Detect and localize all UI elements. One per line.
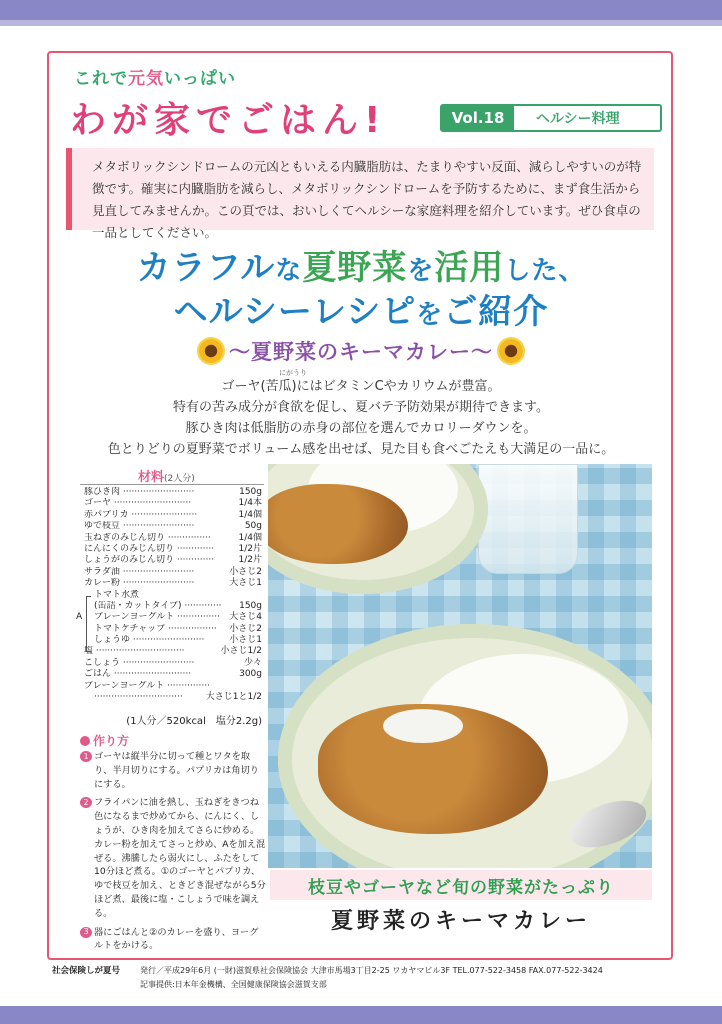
ingredient-row bbox=[84, 498, 262, 509]
subtitle-highlight: 元気 bbox=[128, 69, 164, 89]
lead-text bbox=[0, 376, 722, 460]
headline-word: カラフル bbox=[136, 248, 276, 288]
ingredient-name: 赤パプリカ ······················· bbox=[84, 509, 198, 520]
ingredient-row bbox=[84, 669, 262, 680]
ingredient-qty: 1/2片 bbox=[238, 543, 262, 554]
ingredient-name: カレー粉 ························· bbox=[84, 578, 195, 589]
method-step bbox=[80, 750, 266, 791]
recipe-subheading-text: 〜夏野菜のキーマカレー〜 bbox=[229, 340, 493, 364]
ingredient-row bbox=[84, 601, 262, 612]
nutrition-info: (1人分／520kcal 塩分2.2g) bbox=[126, 716, 262, 727]
ingredient-row bbox=[84, 624, 262, 635]
subtitle-part: これで bbox=[74, 69, 128, 89]
lead-line: 豚ひき肉は低脂肪の赤身の部位を選んでカロリーダウンを。 bbox=[185, 421, 537, 436]
method-steps bbox=[80, 750, 266, 958]
ingredient-qty: 少々 bbox=[243, 657, 262, 668]
ingredient-row bbox=[84, 658, 262, 669]
step-number-icon: 3 bbox=[80, 927, 92, 938]
sunflower-icon bbox=[499, 339, 523, 363]
bottom-band bbox=[0, 1006, 722, 1024]
ingredient-name: 豚ひき肉 ························· bbox=[84, 487, 195, 497]
headline-word: 活用 bbox=[434, 248, 505, 288]
ingredient-qty bbox=[260, 681, 262, 692]
ingredient-qty: 1/2片 bbox=[238, 555, 262, 566]
lead-line: ゴーヤ(苦瓜)にはビタミンCやカリウムが豊富。 bbox=[221, 379, 501, 394]
ingredient-row bbox=[84, 510, 262, 521]
furigana: にがうり bbox=[279, 369, 307, 377]
group-a-label: A bbox=[76, 612, 83, 622]
ingredient-qty: 小さじ2 bbox=[229, 566, 262, 577]
water-glass bbox=[478, 464, 578, 574]
ingredient-name: にんにくのみじん切り ············· bbox=[84, 543, 215, 554]
ingredient-name: 塩 ······························· bbox=[84, 646, 185, 657]
category-label: ヘルシー料理 bbox=[536, 111, 620, 127]
ingredient-row bbox=[84, 544, 262, 555]
group-a-bracket bbox=[86, 596, 91, 652]
ingredient-qty: 300g bbox=[239, 669, 262, 680]
ingredient-row bbox=[84, 612, 262, 623]
ingredient-qty: 1/4個 bbox=[238, 509, 262, 520]
sunflower-icon bbox=[199, 339, 223, 363]
ingredient-row bbox=[84, 533, 262, 544]
volume-badge bbox=[440, 104, 662, 132]
publisher-info: 発行／平成29年6月 (一財)滋賀県社会保険協会 大津市馬場3丁目2-25 ワカヤマビル3F TEL.077-522-3458 FAX.077-522-3424 bbox=[140, 966, 603, 975]
ingredient-name: ゆで枝豆 ························· bbox=[84, 521, 195, 532]
series-subtitle bbox=[74, 64, 236, 89]
ingredient-qty: 150g bbox=[239, 487, 262, 497]
ingredient-qty: 小さじ1 bbox=[229, 635, 262, 646]
ingredient-name: こしょう ························· bbox=[84, 657, 195, 668]
ingredient-name: (缶詰・カットタイプ) ············· bbox=[94, 600, 222, 611]
recipe-subheading bbox=[0, 336, 722, 366]
ingredient-name: トマト水煮 bbox=[94, 589, 140, 600]
ingredient-row bbox=[84, 487, 262, 498]
top-band-accent bbox=[0, 20, 722, 26]
lead-line: 特有の苦み成分が食欲を促し、夏バテ予防効果が期待できます。 bbox=[173, 400, 549, 415]
ingredient-qty: 1/4本 bbox=[238, 498, 262, 509]
ingredients-list bbox=[84, 487, 262, 703]
headline-particle: を bbox=[416, 300, 444, 330]
ingredients-servings: (2人分) bbox=[164, 474, 195, 484]
headline-particle: な bbox=[275, 256, 303, 286]
bullet-icon bbox=[80, 736, 90, 746]
ingredient-qty: 大さじ4 bbox=[229, 612, 262, 623]
page-title: わが家でごはん! bbox=[70, 100, 387, 141]
ingredient-qty: 小さじ2 bbox=[229, 623, 262, 634]
publication-name: 社会保険しが夏号 bbox=[52, 966, 121, 976]
footer bbox=[52, 964, 692, 991]
method-step bbox=[80, 796, 266, 920]
ingredient-name: サラダ油 ························· bbox=[84, 566, 195, 577]
ingredient-name: ······························· bbox=[94, 692, 183, 703]
ingredient-qty: 小さじ1/2 bbox=[220, 646, 262, 657]
ingredient-row bbox=[84, 555, 262, 566]
ingredient-row bbox=[84, 692, 262, 703]
top-band bbox=[0, 0, 722, 20]
subtitle-part: いっぱい bbox=[164, 69, 236, 89]
headline-particle: した、 bbox=[504, 256, 586, 286]
headline-line-2 bbox=[0, 284, 722, 333]
method-title bbox=[80, 732, 129, 749]
headline-word: ヘルシーレシピ bbox=[173, 292, 417, 332]
ingredient-row bbox=[84, 681, 262, 692]
headline-line-1 bbox=[0, 240, 722, 289]
ingredient-row bbox=[84, 590, 262, 601]
ingredients-title bbox=[138, 466, 195, 485]
footer-line-2: 記事提供:日本年金機構、全国健康保険協会滋賀支部 bbox=[140, 980, 327, 989]
ingredient-qty: 大さじ1 bbox=[229, 578, 262, 589]
dish-name: 夏野菜のキーマカレー bbox=[330, 908, 591, 934]
headline-word: ご紹介 bbox=[443, 292, 549, 332]
ingredient-name: ごはん ··························· bbox=[84, 669, 192, 680]
intro-box: メタボリックシンドロームの元凶ともいえる内臓脂肪は、たまりやすい反面、減らしやすいのが特徴です。確実に内臓脂肪を減らし、メタボリックシンドロームを予防するために、まず食生活から見直してみませんか。この頁では、おいしくてヘルシーな家庭料理を紹介しています。ぜひ食卓の一品としてください。 bbox=[66, 148, 654, 230]
volume-number: Vol.18 bbox=[442, 106, 514, 130]
ingredients-title-text: 材料 bbox=[138, 470, 165, 485]
footer-line-1 bbox=[52, 964, 692, 978]
method-title-text: 作り方 bbox=[93, 734, 130, 748]
ingredient-row bbox=[84, 567, 262, 578]
photo-caption: 枝豆やゴーヤなど旬の野菜がたっぷり bbox=[270, 870, 652, 900]
ingredient-qty: 50g bbox=[244, 521, 262, 532]
yogurt-topping bbox=[383, 709, 463, 743]
step-text: 器にごはんと②のカレーを盛り、ヨーグルトをかける。 bbox=[94, 926, 259, 952]
step-number-icon: 2 bbox=[80, 797, 92, 808]
step-text: フライパンに油を熱し、玉ねぎをきつね色になるまで炒めてから、にんにく、しょうが、ひき肉を加えてさらに炒める。カレー粉を加えてさっと炒め、Aを加え混ぜる。沸騰したら弱火にし、ふたをして10分ほど煮る。①のゴーヤとパプリカ、ゆで枝豆を加え、ときどき混ぜながら5分ほど煮、最後に塩・こしょうで味を調える。 bbox=[94, 797, 266, 919]
ingredient-name: プレーンヨーグルト ··············· bbox=[84, 680, 210, 691]
step-number-icon: 1 bbox=[80, 751, 92, 762]
ingredient-qty bbox=[260, 590, 262, 601]
headline-word: 夏野菜 bbox=[302, 248, 408, 288]
ingredient-qty: 大さじ1と1/2 bbox=[205, 692, 262, 703]
headline-particle: を bbox=[407, 256, 435, 286]
ingredient-qty: 150g bbox=[239, 600, 262, 611]
ingredients-divider bbox=[80, 484, 264, 485]
ingredient-row bbox=[84, 521, 262, 532]
ingredient-row bbox=[84, 635, 262, 646]
ingredient-name: トマトケチャップ ················· bbox=[94, 623, 217, 634]
step-text: ゴーヤは縦半分に切って種とワタを取り、半月切りにする。パプリカは角切りにする。 bbox=[94, 751, 259, 790]
ingredient-name: プレーンヨーグルト ··············· bbox=[94, 612, 220, 623]
ingredient-row bbox=[84, 578, 262, 589]
lead-line: 色とりどりの夏野菜でボリューム感を出せば、見た目も食べごたえも大満足の一品に。 bbox=[107, 442, 615, 457]
dish-photo bbox=[268, 464, 652, 868]
ingredient-row bbox=[84, 646, 262, 657]
ingredient-name: しょうゆ ························· bbox=[94, 635, 205, 646]
ingredient-qty: 1/4個 bbox=[238, 532, 262, 543]
ingredient-name: 玉ねぎのみじん切り ··············· bbox=[84, 532, 211, 543]
ingredient-name: しょうがのみじん切り ············· bbox=[84, 555, 215, 566]
ingredient-name: ゴーヤ ··························· bbox=[84, 498, 192, 509]
method-step bbox=[80, 926, 266, 954]
